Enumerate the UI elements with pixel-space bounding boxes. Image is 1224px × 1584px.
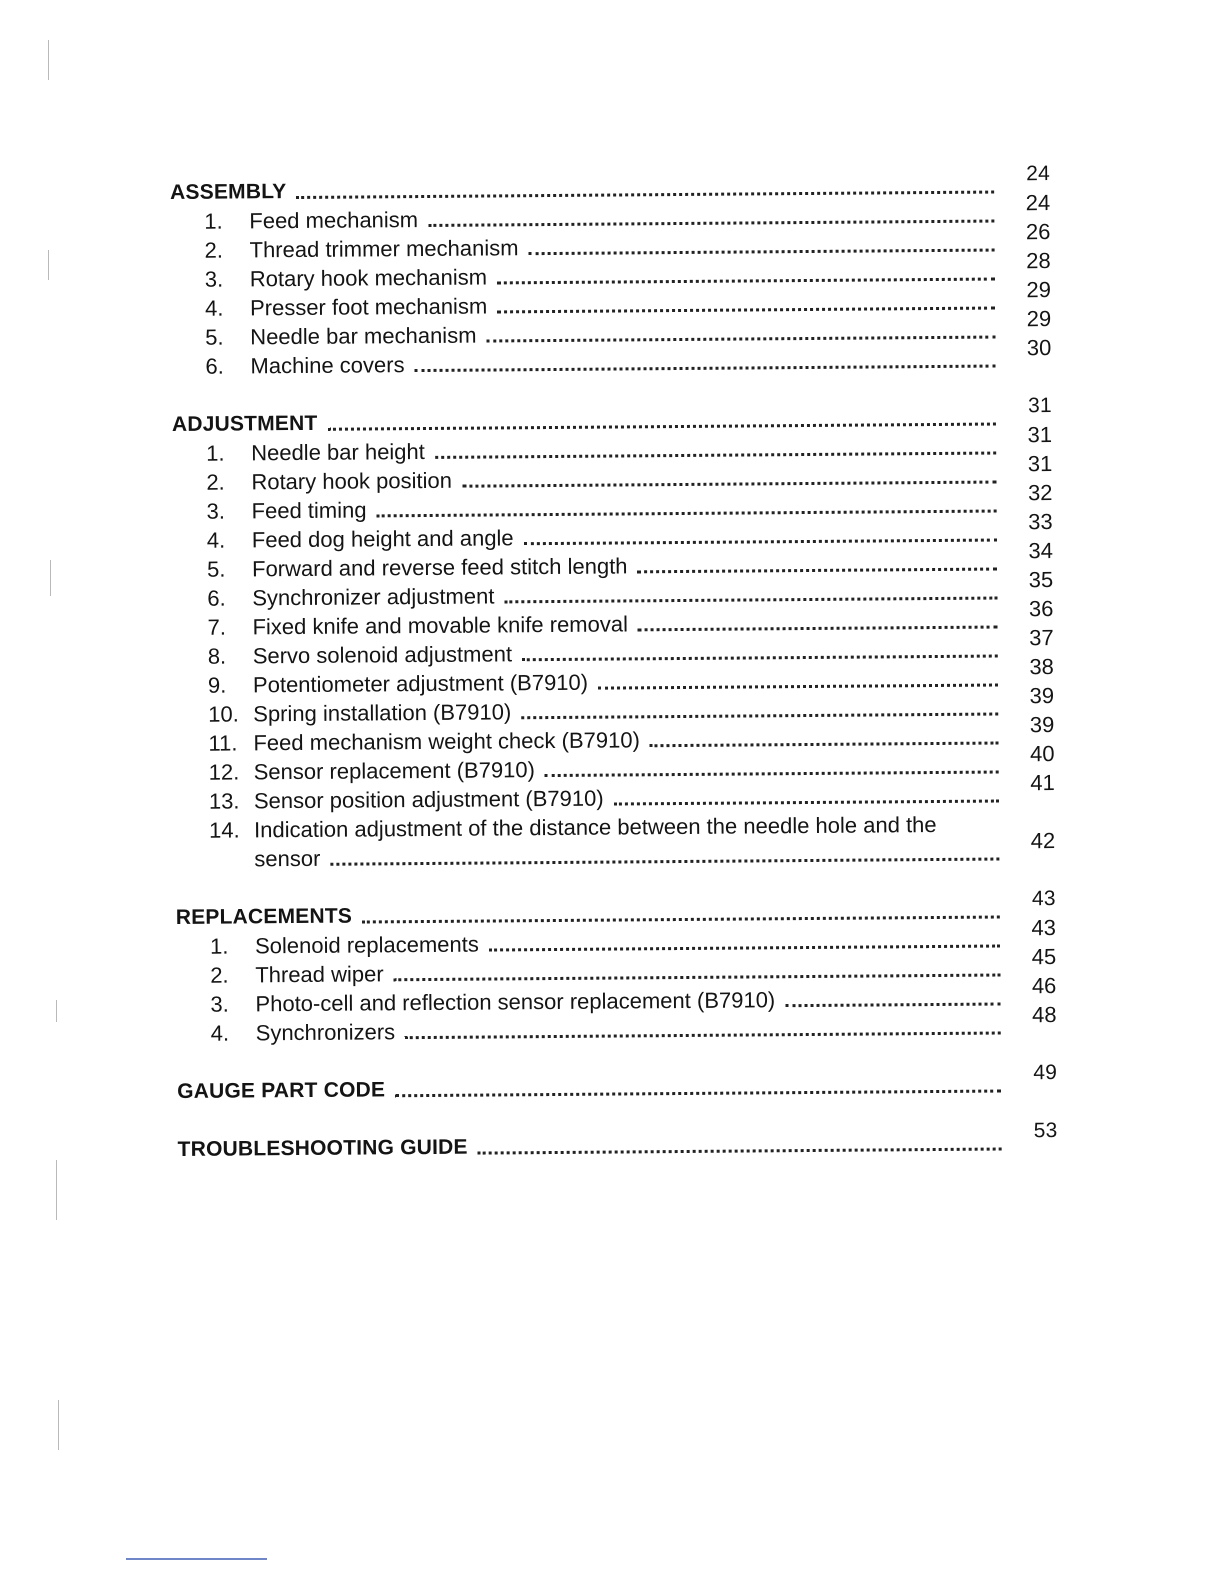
dot-leader xyxy=(405,1032,1001,1040)
dot-leader xyxy=(521,713,998,720)
entry-number: 6. xyxy=(205,353,224,379)
entry-title: Servo solenoid adjustment xyxy=(252,641,513,669)
page-number: 45 xyxy=(1031,944,1057,970)
toc-section-gauge-part-code xyxy=(177,1061,1058,1106)
dot-leader xyxy=(614,800,999,806)
section-heading: ADJUSTMENT xyxy=(171,411,318,436)
page-number: 30 xyxy=(1026,335,1052,361)
scan-artifact xyxy=(56,1160,57,1220)
entry-number: 5. xyxy=(205,324,224,350)
entry-title: Potentiometer adjustment (B7910) xyxy=(252,669,589,698)
entry-number: 6. xyxy=(207,585,226,611)
entry-title: Fixed knife and movable knife removal xyxy=(252,611,629,640)
entry-number: 1. xyxy=(209,933,229,959)
entry-title: Feed timing xyxy=(251,497,367,524)
entry-title: Needle bar mechanism xyxy=(250,322,477,350)
entry-number: 7. xyxy=(207,614,226,640)
dot-leader xyxy=(395,1090,1001,1098)
entry-number: 9. xyxy=(207,672,227,698)
dot-leader xyxy=(415,365,996,373)
dot-leader xyxy=(638,568,998,574)
page-number: 48 xyxy=(1032,1002,1057,1028)
entry-title: Rotary hook mechanism xyxy=(249,264,488,292)
indent-spacer xyxy=(175,873,254,874)
dot-leader xyxy=(545,771,999,778)
page-number: 24 xyxy=(1026,162,1051,186)
entry-number: 2. xyxy=(204,237,224,263)
entry-number: 3. xyxy=(210,991,229,1017)
page-number: 35 xyxy=(1028,567,1054,593)
entry-title: Forward and reverse feed stitch length xyxy=(251,553,628,582)
toc-heading-row xyxy=(177,1061,1058,1106)
entry-title: Feed mechanism weight check (B7910) xyxy=(253,727,640,756)
dot-leader xyxy=(394,974,1001,982)
entry-title: Thread trimmer mechanism xyxy=(249,235,519,263)
entry-title: Solenoid replacements xyxy=(254,931,479,959)
entry-number: 11. xyxy=(208,730,238,756)
dot-leader xyxy=(785,1003,1000,1008)
bottom-rule xyxy=(126,1558,267,1560)
scan-artifact xyxy=(56,1000,57,1022)
entry-title: Synchronizers xyxy=(255,1019,396,1046)
dot-leader xyxy=(638,626,998,632)
entry-number: 13. xyxy=(208,788,240,814)
dot-leader xyxy=(377,510,997,518)
entry-number: 10. xyxy=(208,701,239,727)
entry-number: 2. xyxy=(206,469,225,495)
entry-title: Spring installation (B7910) xyxy=(253,699,512,727)
section-heading: ASSEMBLY xyxy=(170,180,287,204)
scan-artifact xyxy=(58,1400,59,1450)
entry-title: Photo-cell and reflection sensor replacement (B7910) xyxy=(255,987,776,1017)
page-number: 24 xyxy=(1025,190,1051,216)
page-number: 49 xyxy=(1033,1061,1058,1085)
page-number: 53 xyxy=(1033,1119,1058,1143)
entry-title: Needle bar height xyxy=(251,439,425,466)
page-number: 26 xyxy=(1025,219,1051,245)
page-number: 31 xyxy=(1027,394,1052,418)
entry-number: 3. xyxy=(206,498,226,524)
scan-artifact xyxy=(50,560,51,596)
section-heading: TROUBLESHOOTING GUIDE xyxy=(177,1135,468,1161)
entry-number: 8. xyxy=(207,643,227,669)
dot-leader xyxy=(598,684,998,690)
page-number: 31 xyxy=(1027,451,1053,477)
dot-leader xyxy=(478,1147,1002,1154)
dot-leader xyxy=(330,858,999,866)
page-number: 41 xyxy=(1030,770,1055,796)
dot-leader xyxy=(297,191,995,199)
entry-title: Machine covers xyxy=(250,352,405,379)
dot-leader xyxy=(497,278,995,285)
dot-leader xyxy=(497,307,995,314)
entry-title-continuation: sensor xyxy=(254,845,321,872)
page-number: 39 xyxy=(1029,683,1055,709)
entry-number: 1. xyxy=(206,440,225,466)
dot-leader xyxy=(435,452,996,459)
entry-title: Sensor position adjustment (B7910) xyxy=(253,785,604,814)
entry-title: Presser foot mechanism xyxy=(249,293,488,321)
page-number: 34 xyxy=(1028,538,1054,564)
entry-title: Sensor replacement (B7910) xyxy=(253,757,536,785)
dot-leader xyxy=(327,423,995,431)
page-number: 43 xyxy=(1031,915,1057,941)
toc-section-replacements xyxy=(175,887,1057,1048)
entry-title: Feed mechanism xyxy=(249,207,419,234)
toc-section-troubleshooting-guide xyxy=(177,1119,1058,1164)
page-number: 37 xyxy=(1029,625,1054,651)
toc-heading-row xyxy=(177,1119,1058,1164)
entry-number: 14. xyxy=(209,817,240,843)
dot-leader xyxy=(522,655,998,662)
toc-section-assembly xyxy=(170,162,1052,381)
entry-title: Feed dog height and angle xyxy=(251,525,514,553)
entry-number: 3. xyxy=(204,266,224,292)
dot-leader xyxy=(504,597,997,604)
section-heading: REPLACEMENTS xyxy=(175,904,353,929)
dot-leader xyxy=(650,742,999,748)
entry-number: 1. xyxy=(204,208,223,234)
page-number: 33 xyxy=(1028,509,1053,535)
entry-title: Synchronizer adjustment xyxy=(252,583,495,611)
dot-leader xyxy=(487,336,996,343)
page-number: 43 xyxy=(1031,887,1056,911)
scan-artifact xyxy=(48,250,49,280)
entry-number: 4. xyxy=(204,295,224,321)
dot-leader xyxy=(489,945,1000,952)
page-number: 31 xyxy=(1027,422,1053,448)
page-number: 29 xyxy=(1026,306,1052,332)
page-number: 39 xyxy=(1029,712,1055,738)
page-number: 29 xyxy=(1026,277,1052,303)
dot-leader xyxy=(362,916,1000,924)
entry-number: 4. xyxy=(210,1020,230,1046)
dot-leader xyxy=(524,539,997,546)
entry-title: Thread wiper xyxy=(255,961,384,988)
page-number: 42 xyxy=(1030,828,1056,854)
page-number: 40 xyxy=(1029,741,1055,767)
entry-number: 2. xyxy=(210,962,229,988)
table-of-contents xyxy=(170,162,1058,1193)
entry-number: 4. xyxy=(206,527,226,553)
entry-title: Rotary hook position xyxy=(251,467,453,495)
dot-leader xyxy=(529,249,995,256)
scan-artifact xyxy=(48,40,49,80)
page-number: 36 xyxy=(1028,596,1054,622)
entry-title: Indication adjustment of the distance between the needle hole and the xyxy=(254,811,937,843)
entry-number: 5. xyxy=(206,556,226,582)
entry-number: 12. xyxy=(208,759,240,785)
toc-section-adjustment xyxy=(171,394,1056,874)
page-number: 46 xyxy=(1031,973,1057,999)
page-number: 28 xyxy=(1026,248,1051,274)
dot-leader xyxy=(462,481,996,488)
section-heading: GAUGE PART CODE xyxy=(177,1078,386,1103)
page-number: 32 xyxy=(1027,480,1053,506)
dot-leader xyxy=(428,220,994,227)
page-number: 38 xyxy=(1029,654,1054,680)
